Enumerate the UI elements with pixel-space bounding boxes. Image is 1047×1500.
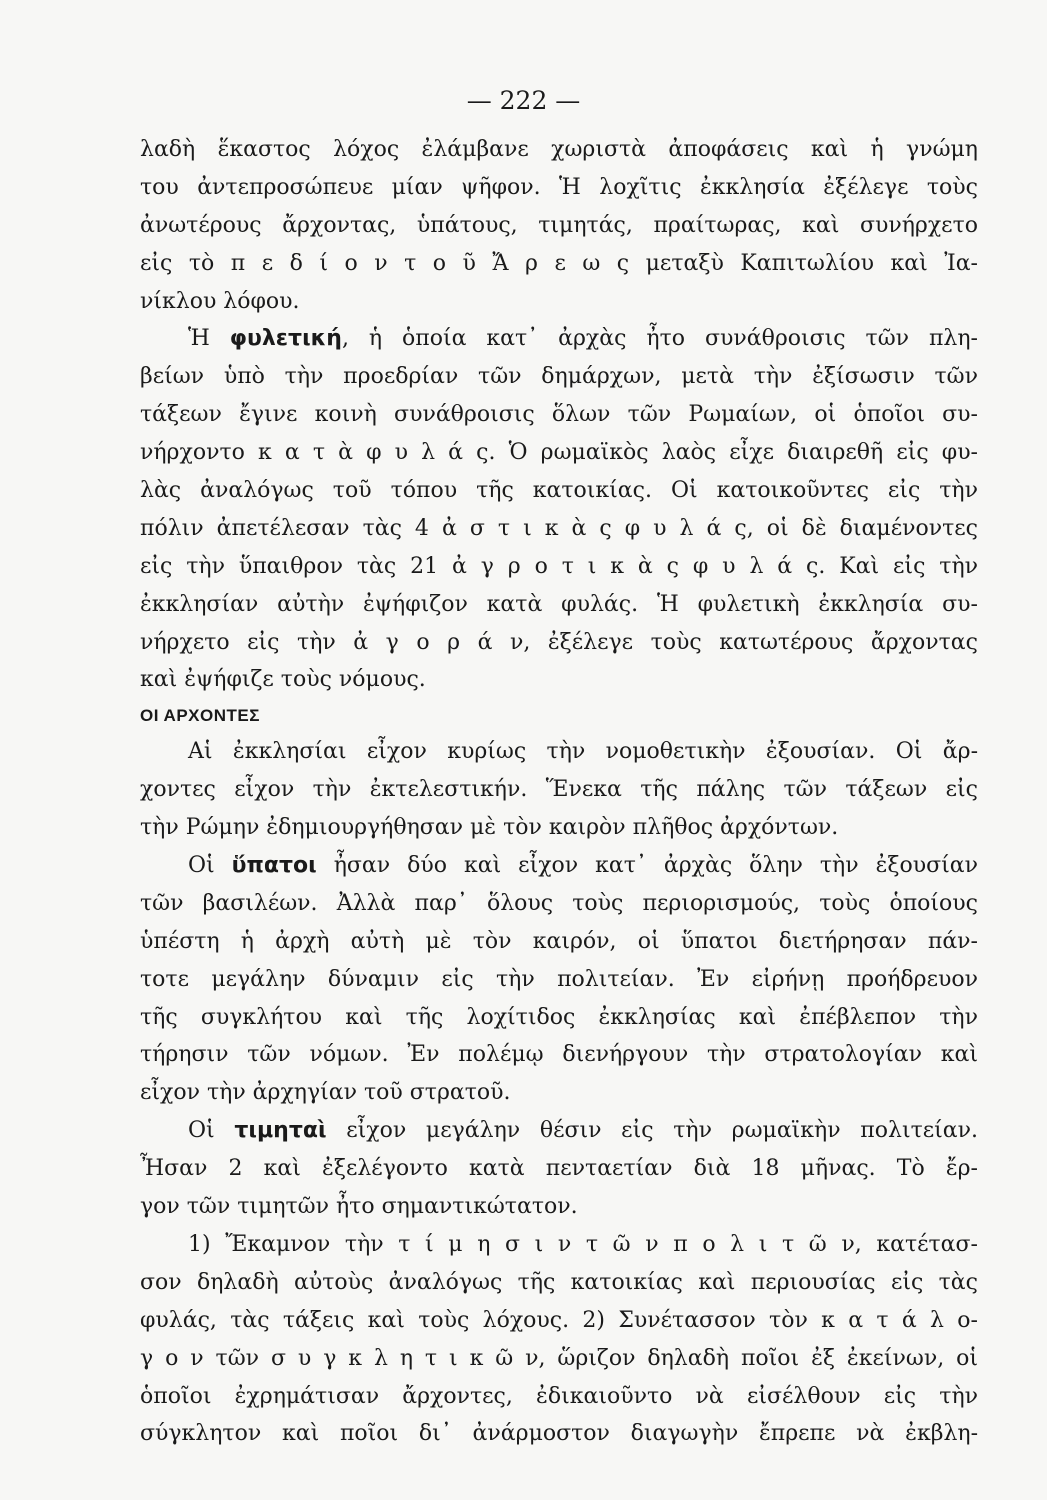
text-line: χοντες εἶχον τὴν ἐκτελεστικήν. Ἕνεκα τῆς πάλης τῶν τάξεων εἰς xyxy=(140,777,978,803)
text-line: Οἱ τιμηταὶ εἶχον μεγάλην θέσιν εἰς τὴν ρωμαϊκὴν πολιτείαν. xyxy=(188,1118,978,1144)
text-line: λὰς ἀναλόγως τοῦ τόπου τῆς κατοικίας. Οἱ κατοικοῦντες εἰς τὴν xyxy=(140,478,978,504)
text-line: ἐκκλησίαν αὐτὴν ἐψήφιζον κατὰ φυλάς. Ἡ φυλετικὴ ἐκκλησία συ- xyxy=(140,591,978,617)
page-number: — 222 — xyxy=(466,86,581,115)
text-line: Αἱ ἐκκλησίαι εἶχον κυρίως τὴν νομοθετικὴν ἐξουσίαν. Οἱ ἄρ- xyxy=(188,739,978,765)
text-line: εἰς τὴν ὕπαιθρον τὰς 21 ἀ γ ρ ο τ ι κ ὰ ς φ υ λ ά ς. Καὶ εἰς τὴν xyxy=(140,553,978,579)
text-line: σον δηλαδὴ αὐτοὺς ἀναλόγως τῆς κατοικίας καὶ περιουσίας εἰς τὰς xyxy=(140,1269,978,1295)
bold-term: ὕπατοι xyxy=(231,853,317,879)
text-line: του ἀντεπροσώπευε μίαν ψῆφον. Ἡ λοχῖτις ἐκκλησία ἐξέλεγε τοὺς xyxy=(140,174,978,200)
text-line: σύγκλητον καὶ ποῖοι δι᾽ ἀνάρμοστον διαγωγὴν ἔπρεπε νὰ ἐκβλη- xyxy=(140,1421,978,1447)
text-line: τῶν βασιλέων. Ἀλλὰ παρ᾽ ὅλους τοὺς περιορισμούς, τοὺς ὁποίους xyxy=(140,890,978,916)
text-line: νήρχοντο κ α τ ὰ φ υ λ ά ς. Ὁ ρωμαϊκὸς λαὸς εἶχε διαιρεθῆ εἰς φυ- xyxy=(140,440,978,466)
text-line: τάξεων ἔγινε κοινὴ συνάθροισις ὅλων τῶν Ρωμαίων, οἱ ὁποῖοι συ- xyxy=(140,402,978,428)
text-line: νίκλου λόφου. xyxy=(140,288,300,314)
text-line: Ἡ φυλετική, ἡ ὁποία κατ᾽ ἀρχὰς ἦτο συνάθροισις τῶν πλη- xyxy=(188,326,978,352)
text-line: τῆς συγκλήτου καὶ τῆς λοχίτιδος ἐκκλησίας καὶ ἐπέβλεπον τὴν xyxy=(140,1004,978,1030)
bold-term: τιμηταὶ xyxy=(234,1118,327,1144)
text-line: ἀνωτέρους ἄρχοντας, ὑπάτους, τιμητάς, πραίτωρας, καὶ συνήρχετο xyxy=(140,212,978,238)
text-line: βείων ὑπὸ τὴν προεδρίαν τῶν δημάρχων, μετὰ τὴν ἐξίσωσιν τῶν xyxy=(140,364,978,390)
text-line: ὑπέστη ἡ ἀρχὴ αὐτὴ μὲ τὸν καιρόν, οἱ ὕπατοι διετήρησαν πάν- xyxy=(140,928,978,954)
text-line: καὶ ἐψήφιζε τοὺς νόμους. xyxy=(140,667,426,693)
text-line: νήρχετο εἰς τὴν ἀ γ ο ρ ά ν, ἐξέλεγε τοὺς κατωτέρους ἄρχοντας xyxy=(140,629,978,655)
body-text xyxy=(140,131,978,1453)
text-line: εἶχον τὴν ἀρχηγίαν τοῦ στρατοῦ. xyxy=(140,1080,511,1106)
section-heading: ΟΙ ΑΡΧΟΝΤΕΣ xyxy=(140,706,260,726)
text-line: τήρησιν τῶν νόμων. Ἐν πολέμῳ διενήργουν τὴν στρατολογίαν καὶ xyxy=(140,1042,978,1068)
text-line: ὁποῖοι ἐχρημάτισαν ἄρχοντες, ἐδικαιοῦντο νὰ εἰσέλθουν εἰς τὴν xyxy=(140,1383,978,1409)
text-line: φυλάς, τὰς τάξεις καὶ τοὺς λόχους. 2) Συνέτασσον τὸν κ α τ ά λ ο- xyxy=(140,1307,978,1333)
text-line: Ἦσαν 2 καὶ ἐξελέγοντο κατὰ πενταετίαν διὰ 18 μῆνας. Τὸ ἔρ- xyxy=(140,1156,978,1182)
text-line: τὴν Ρώμην ἐδημιουργήθησαν μὲ τὸν καιρὸν πλῆθος ἀρχόντων. xyxy=(140,815,839,841)
text-line: γον τῶν τιμητῶν ἦτο σημαντικώτατον. xyxy=(140,1194,578,1220)
bold-term: φυλετική xyxy=(229,326,342,352)
text-line: πόλιν ἀπετέλεσαν τὰς 4 ἀ σ τ ι κ ὰ ς φ υ λ ά ς, οἱ δὲ διαμένοντες xyxy=(140,515,978,541)
text-line: 1) Ἔκαμνον τὴν τ ί μ η σ ι ν τ ῶ ν π ο λ ι τ ῶ ν, κατέτασ- xyxy=(188,1231,978,1257)
text-line: Οἱ ὕπατοι ἦσαν δύο καὶ εἶχον κατ᾽ ἀρχὰς ὅλην τὴν ἐξουσίαν xyxy=(188,853,978,879)
text-line: γ ο ν τῶν σ υ γ κ λ η τ ι κ ῶ ν, ὥριζον δηλαδὴ ποῖοι ἐξ ἐκείνων, οἱ xyxy=(140,1345,978,1371)
text-line: τοτε μεγάλην δύναμιν εἰς τὴν πολιτείαν. Ἐν εἰρήνῃ προήδρευον xyxy=(140,966,978,992)
text-line: λαδὴ ἕκαστος λόχος ἐλάμβανε χωριστὰ ἀποφάσεις καὶ ἡ γνώμη xyxy=(140,137,978,162)
text-line: εἰς τὸ π ε δ ί ο ν τ ο ῦ Ἄ ρ ε ω ς μεταξὺ Καπιτωλίου καὶ Ἰα- xyxy=(140,250,978,276)
